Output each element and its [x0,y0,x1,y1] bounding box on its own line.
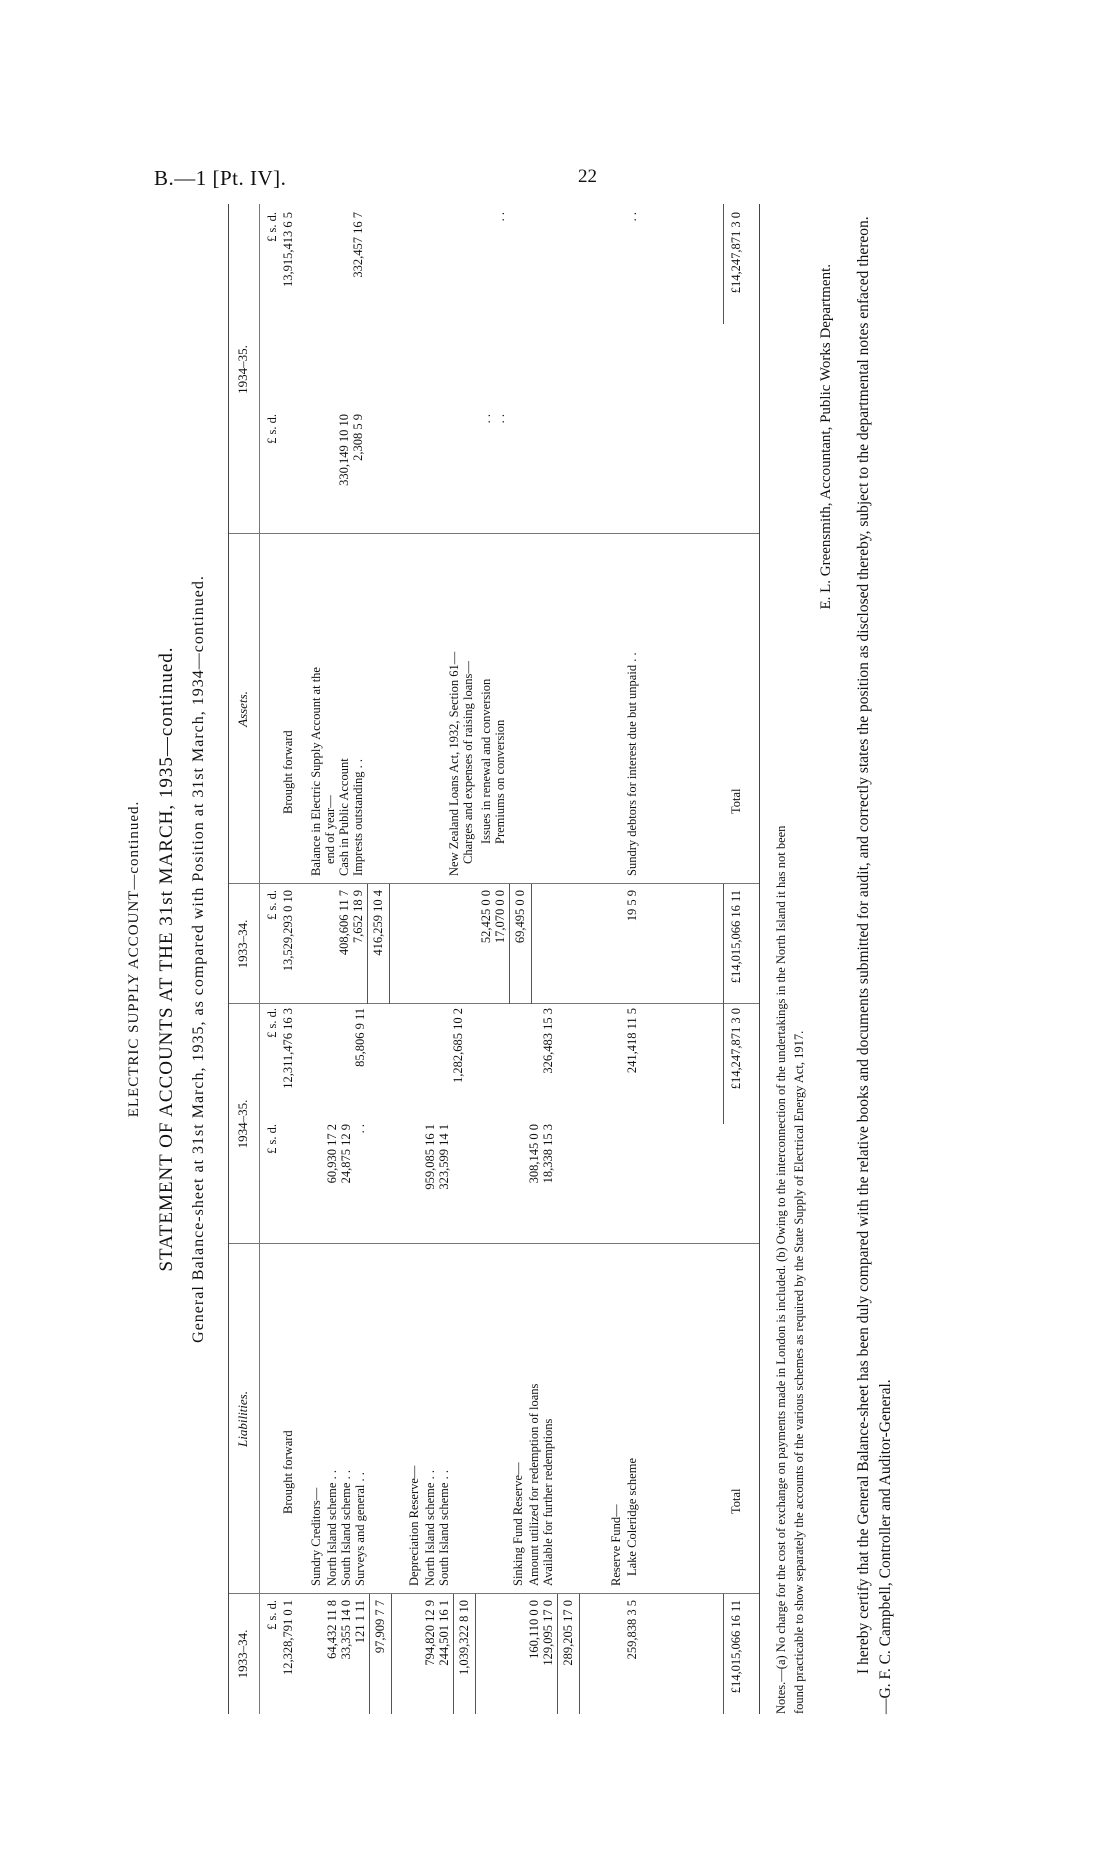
asset-bf-prev: 13,529,293 0 10 [281,890,295,972]
accountant-signature: E. L. Greensmith, Accountant, Public Works Department. [818,264,834,610]
sc-sg-label: Surveys and general . . [353,1472,367,1586]
sc-sg-prev: 121 1 11 [353,1600,367,1644]
rf-item: Lake Coleridge scheme [625,1457,639,1576]
lib-total-label: Total [729,1488,743,1514]
col-lib-curr [229,1003,759,1244]
sf-avail-prev: 129,095 17 0 [541,1600,555,1666]
sc-curr-total: 85,806 9 11 [353,1008,367,1067]
units-lib-curr: £ s. d. [265,1008,279,1038]
lib-bf-curr: 12,311,476 16 3 [281,1008,295,1089]
nz-rule [509,884,510,1004]
rf-prev: 259,838 3 5 [625,1600,639,1660]
bal-cash-curr: 330,149 10 10 [337,414,351,486]
sundry-creditors-label: Sundry Creditors— [309,1487,323,1586]
notes-line-1: Notes.—(a) No charge for the cost of exchange on payments made in London is included. (b) Owing to the interconnection of the undertakings in the North Island it has not been [774,825,788,1714]
dep-prev-total: 1,039,322 8 10 [457,1600,471,1675]
bal-cash-prev: 408,606 11 7 [337,890,351,956]
units-lib-prev: £ s. d. [265,1600,279,1630]
title-line-3: General Balance-sheet at 31st March, 1935, as compared with Position at 31st March, 1934—continued. [190,575,207,1343]
title-line-1: ELECTRIC SUPPLY ACCOUNT—continued. [126,800,142,1118]
audit-certificate: I hereby certify that the General Balance-sheet has been duly compared with the relative books and documents submitted for audit, and correctly states the position as disclosed thereby, subject to the departmental notes enfaced thereon.—G. F. C. Campbell, Controller and Auditor-General. [855,216,894,1714]
units-asset-curr-inner: £ s. d. [265,414,279,444]
dep-rule [453,1594,454,1714]
nz-prem-curr: . . [493,414,507,424]
nz-issues-label: Issues in renewal and conversion [479,678,493,844]
bal-rule [367,884,368,1004]
balance-label: Balance in Electric Supply Account at the [309,667,323,876]
asset-total-curr: £14,247,871 3 0 [729,212,743,294]
rf-curr: 241,418 11 5 [625,1008,639,1074]
units-asset-curr: £ s. d. [265,212,279,242]
sc-ni-curr: 60,930 17 2 [325,1124,339,1184]
col-lib-prev [229,1593,759,1714]
debtors-curr: . . [625,212,639,222]
accounts-table [228,204,760,1714]
balance-sheet [118,204,1018,1714]
sc-prev-total: 97,909 7 7 [373,1600,387,1654]
sf-rule-2 [579,1594,580,1714]
sf-util-prev: 160,110 0 0 [527,1600,541,1659]
sinking-fund-label: Sinking Fund Reserve— [511,1462,525,1586]
units-asset-prev: £ s. d. [265,890,279,920]
bal-imp-prev: 7,652 18 9 [351,890,365,944]
sf-avail-label: Available for further redemptions [541,1418,555,1586]
debtors-label: Sundry debtors for interest due but unpaid . . [625,652,639,876]
sc-rule [369,1594,370,1714]
sc-si-label: South Island scheme . . [339,1470,353,1586]
bal-curr-total: 332,457 16 7 [351,212,365,278]
nz-rule-2 [531,884,532,1004]
sc-ni-label: North Island scheme . . [325,1470,339,1586]
bal-imp-label: Imprests outstanding . . [351,758,365,876]
dep-si-prev: 244,501 16 1 [437,1600,451,1666]
reserve-fund-label: Reserve Fund— [609,1504,623,1586]
nz-issues-prev: 52,425 0 0 [479,890,493,944]
asset-bf-label: Brought forward [281,730,295,814]
header-rule [259,204,260,1714]
units-lib-curr-inner: £ s. d. [265,1124,279,1154]
col-lib-curr-head: 1934–35. [235,1099,250,1149]
lib-total-prev: £14,015,066 16 11 [729,1600,743,1694]
asset-total-rule [723,884,724,1004]
asset-total-prev: £14,015,066 16 11 [729,890,743,984]
sf-rule [557,1594,558,1714]
sc-si-curr: 24,875 12 9 [339,1124,353,1184]
lib-total-curr: £14,247,871 3 0 [729,1008,743,1090]
lib-total-rule-curr [723,1004,724,1124]
col-assets-head: Assets. [235,691,250,727]
asset-total-label: Total [729,788,743,814]
dep-ni-label: North Island scheme . . [423,1470,437,1586]
bal-imp-curr: 2,308 5 9 [351,414,365,461]
sf-curr-total: 326,483 15 3 [541,1008,555,1074]
sf-util-label: Amount utilized for redemption of loans [527,1383,541,1586]
bal-rule-2 [389,884,390,1004]
asset-bf-curr: 13,915,413 6 5 [281,212,295,287]
sf-prev-total: 289,205 17 0 [561,1600,575,1666]
lib-total-rule [723,1594,724,1714]
dep-ni-curr: 959,085 16 1 [423,1124,437,1190]
col-asset-prev-head: 1933–34. [235,919,250,969]
depreciation-label: Depreciation Reserve— [407,1465,421,1586]
dep-si-label: South Island scheme . . [437,1470,451,1586]
nz-prem-label: Premiums on conversion [493,719,507,844]
asset-total-rule-curr [723,204,724,324]
lib-bf-prev: 12,328,791 0 1 [281,1600,295,1675]
nz-prev-total: 69,495 0 0 [513,890,527,944]
sc-sg-curr: . . [353,1124,367,1134]
col-liabilities-head: Liabilities. [235,1391,250,1447]
bal-cash-label: Cash in Public Account [337,758,351,876]
nz-loans-label: New Zealand Loans Act, 1932, Section 61— [447,651,461,876]
dep-si-curr: 323,599 14 1 [437,1124,451,1190]
balance-label-2: end of year— [323,795,337,864]
nz-issues-curr: . . [479,414,493,424]
notes [772,204,808,1714]
dep-rule-2 [475,1594,476,1714]
bal-prev-total: 416,259 10 4 [371,890,385,956]
lib-bf-label: Brought forward [281,1430,295,1514]
page-header-ref: B.—1 [Pt. IV]. [154,166,287,190]
nz-prem-prev: 17,070 0 0 [493,890,507,944]
sc-ni-prev: 64,432 11 8 [325,1600,339,1659]
title-line-2: STATEMENT OF ACCOUNTS AT THE 31st MARCH, 1935—continued. [156,646,177,1272]
nz-curr-total: . . [493,212,507,222]
dep-ni-prev: 794,820 12 9 [423,1600,437,1666]
col-lib-prev-head: 1933–34. [235,1629,250,1679]
debtors-prev: 19 5 9 [625,890,639,922]
sc-si-prev: 33,355 14 0 [339,1600,353,1660]
sf-avail-curr: 18,338 15 3 [541,1124,555,1184]
col-asset-curr-head: 1934–35. [235,345,250,394]
dep-curr-total: 1,282,685 10 2 [451,1008,465,1083]
sc-rule-2 [391,1594,392,1714]
page-number: 22 [578,166,597,187]
sf-util-curr: 308,145 0 0 [527,1124,541,1184]
notes-line-2: found practicable to show separately the accounts of the various schemes as required by the State Supply of Electrical Energy Act, 1917. [792,1030,806,1714]
nz-loans-label-2: Charges and expenses of raising loans— [461,661,475,864]
